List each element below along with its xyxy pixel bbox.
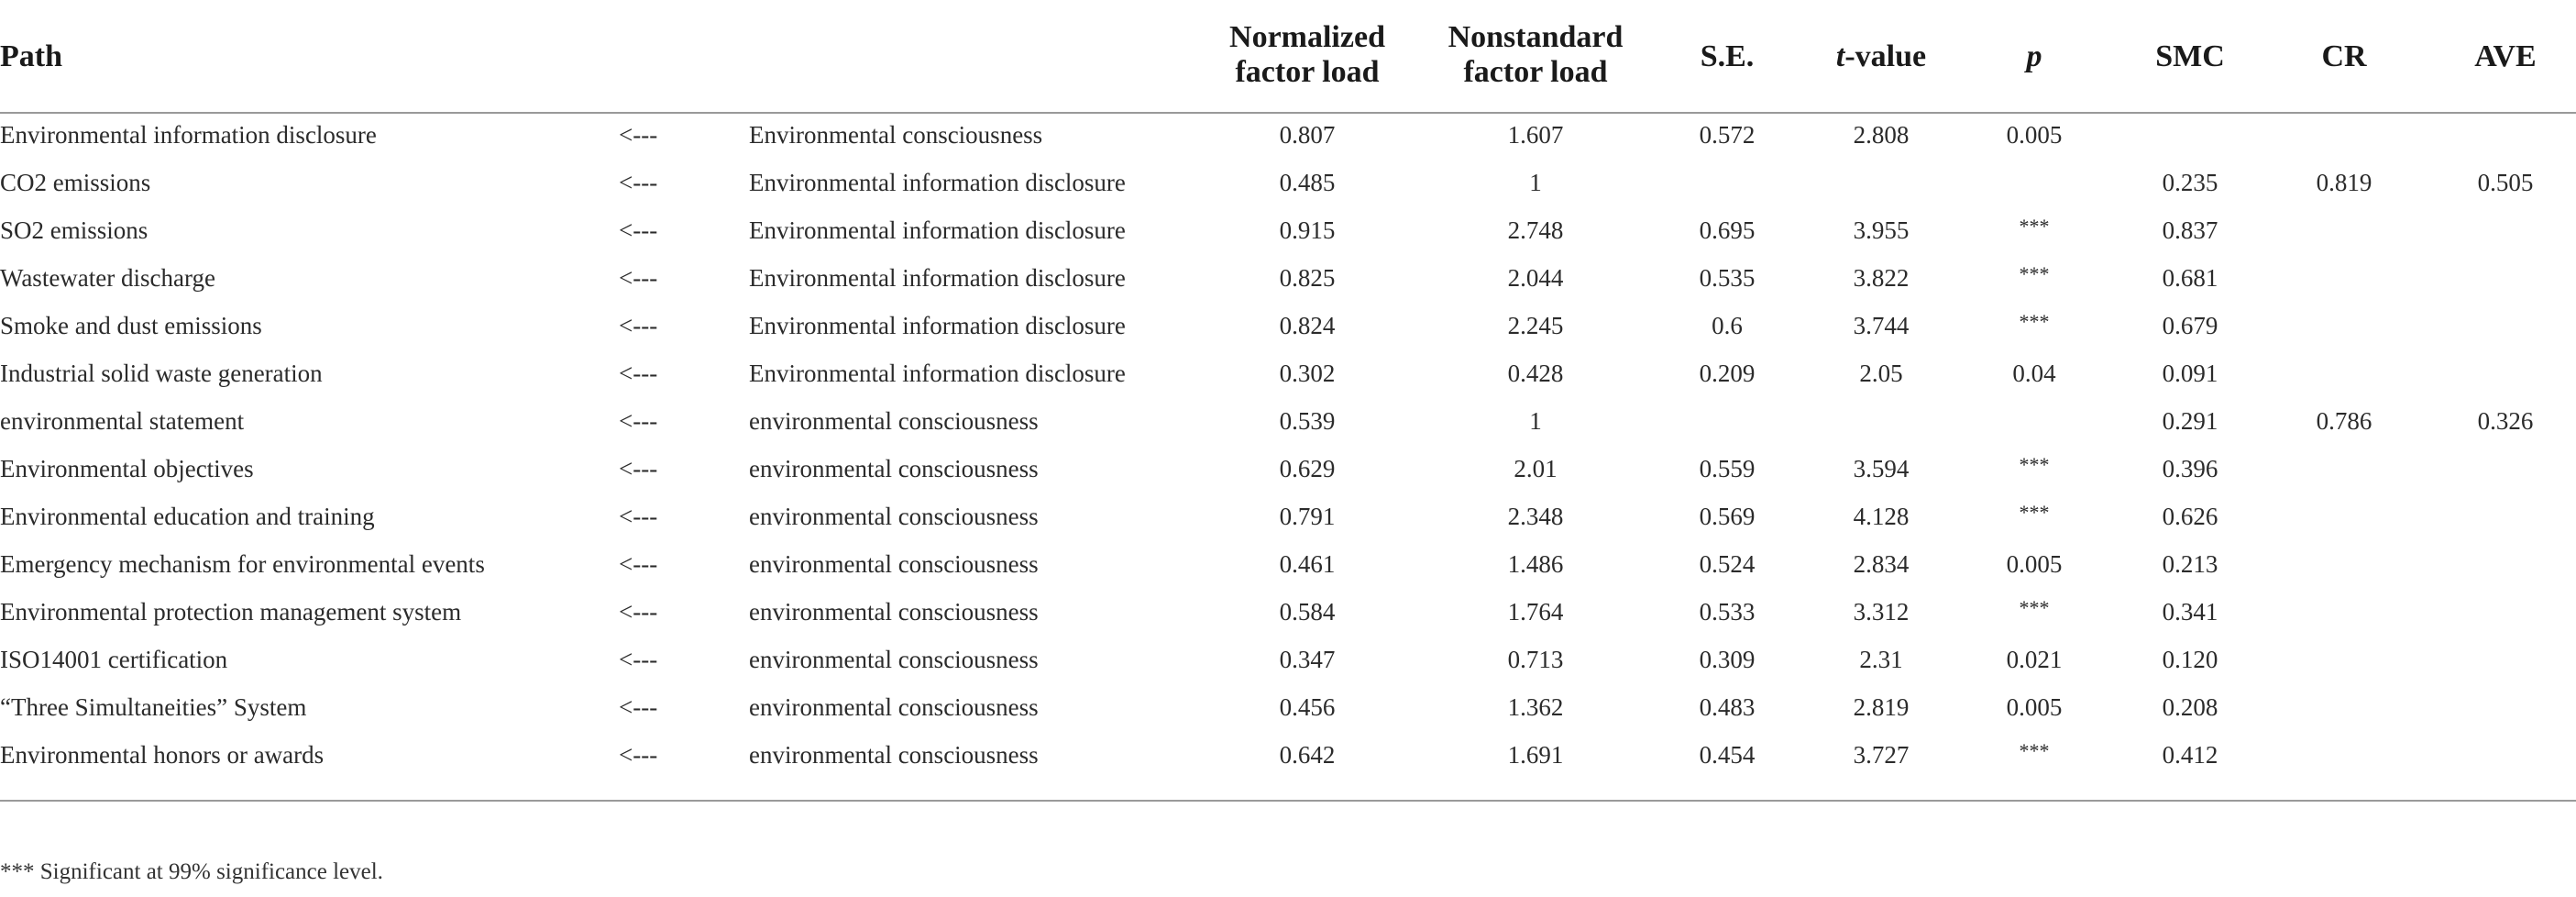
cell-arrow: <--- [619,407,658,435]
cell-p: *** [2019,262,2050,285]
cell-se: 0.6 [1712,312,1743,339]
cell-from: CO2 emissions [0,169,151,196]
cell-p: *** [2019,215,2050,238]
header-path: Path [0,39,62,73]
bottom-rule [0,800,2576,802]
cell-t-value: 3.312 [1853,598,1910,626]
cell-from: ISO14001 certification [0,646,228,673]
cell-se: 0.309 [1699,646,1756,673]
cell-se: 0.209 [1699,360,1756,387]
cell-nonstandard: 1.607 [1507,121,1564,149]
cell-to: Environmental information disclosure [749,312,1126,339]
table-row [0,503,2576,550]
cell-t-value: 4.128 [1853,503,1910,530]
cell-from: Emergency mechanism for environmental events [0,550,485,578]
cell-to: environmental consciousness [749,503,1039,530]
cell-to: Environmental information disclosure [749,360,1126,387]
cell-normalized: 0.456 [1279,693,1336,721]
cell-t-value: 3.744 [1853,312,1910,339]
cell-to: Environmental information disclosure [749,216,1126,244]
header-ave: AVE [2474,39,2537,73]
cell-smc: 0.626 [2162,503,2218,530]
cell-se: 0.695 [1699,216,1756,244]
cell-p: *** [2019,501,2050,524]
cell-smc: 0.120 [2162,646,2218,673]
cell-from: Environmental information disclosure [0,121,377,149]
cell-normalized: 0.461 [1279,550,1336,578]
cell-p: *** [2019,739,2050,762]
table-row [0,741,2576,789]
cell-arrow: <--- [619,360,658,387]
cell-cr: 0.819 [2316,169,2372,196]
cell-from: Environmental education and training [0,503,375,530]
cell-arrow: <--- [619,264,658,292]
cell-t-value: 3.955 [1853,216,1910,244]
cell-nonstandard: 1 [1529,407,1542,435]
table-row [0,121,2576,169]
cell-smc: 0.341 [2162,598,2218,626]
cell-smc: 0.837 [2162,216,2218,244]
cell-from: Environmental objectives [0,455,254,482]
cell-t-value: 2.808 [1853,121,1910,149]
cell-smc: 0.091 [2162,360,2218,387]
cell-p: 0.005 [2006,121,2063,149]
cell-normalized: 0.825 [1279,264,1336,292]
cell-nonstandard: 1.691 [1507,741,1564,769]
cell-se: 0.533 [1699,598,1756,626]
cell-smc: 0.291 [2162,407,2218,435]
cell-to: environmental consciousness [749,407,1039,435]
cell-arrow: <--- [619,169,658,196]
table-row [0,312,2576,360]
cell-to: Environmental information disclosure [749,264,1126,292]
cell-normalized: 0.539 [1279,407,1336,435]
header-se: S.E. [1700,39,1755,73]
cell-p: *** [2019,310,2050,333]
cell-p: 0.005 [2006,550,2063,578]
cell-t-value: 2.834 [1853,550,1910,578]
cell-smc: 0.213 [2162,550,2218,578]
footnote: *** Significant at 99% significance level. [0,859,383,884]
cell-t-value: 2.31 [1859,646,1903,673]
cell-arrow: <--- [619,216,658,244]
cell-normalized: 0.485 [1279,169,1336,196]
table-row [0,598,2576,646]
cell-arrow: <--- [619,121,658,149]
cell-from: SO2 emissions [0,216,149,244]
cell-to: environmental consciousness [749,598,1039,626]
cell-nonstandard: 0.713 [1507,646,1564,673]
table-row [0,646,2576,693]
cell-arrow: <--- [619,455,658,482]
cell-from: “Three Simultaneities” System [0,693,307,721]
table-row [0,216,2576,264]
cell-normalized: 0.302 [1279,360,1336,387]
table-row [0,169,2576,216]
cell-to: environmental consciousness [749,646,1039,673]
cell-arrow: <--- [619,550,658,578]
header-nonstandard-factor-load: Nonstandard factor load [1448,20,1624,89]
cell-nonstandard: 1.486 [1507,550,1564,578]
cell-from: Environmental protection management system [0,598,462,626]
cell-smc: 0.396 [2162,455,2218,482]
cell-se: 0.524 [1699,550,1756,578]
cell-nonstandard: 2.044 [1507,264,1564,292]
cell-p: 0.005 [2006,693,2063,721]
cell-normalized: 0.807 [1279,121,1336,149]
cell-t-value: 3.727 [1853,741,1910,769]
cell-ave: 0.326 [2477,407,2534,435]
cell-p: 0.04 [2012,360,2056,387]
header-normalized-factor-load: Normalized factor load [1229,20,1385,89]
cell-p: *** [2019,596,2050,619]
cell-smc: 0.412 [2162,741,2218,769]
table-row [0,360,2576,407]
cell-to: Environmental information disclosure [749,169,1126,196]
cell-ave: 0.505 [2477,169,2534,196]
cell-from: environmental statement [0,407,245,435]
cell-to: Environmental consciousness [749,121,1043,149]
table-row [0,407,2576,455]
cell-to: environmental consciousness [749,741,1039,769]
header-smc: SMC [2155,39,2225,73]
cell-arrow: <--- [619,598,658,626]
cell-se: 0.454 [1699,741,1756,769]
cell-p: 0.021 [2006,646,2063,673]
header-rule [0,112,2576,114]
cell-smc: 0.208 [2162,693,2218,721]
cell-nonstandard: 1.764 [1507,598,1564,626]
cell-nonstandard: 0.428 [1507,360,1564,387]
cell-nonstandard: 1.362 [1507,693,1564,721]
header-cr: CR [2321,39,2367,73]
cell-p: *** [2019,453,2050,476]
cell-nonstandard: 1 [1529,169,1542,196]
cell-nonstandard: 2.748 [1507,216,1564,244]
cell-arrow: <--- [619,741,658,769]
cell-arrow: <--- [619,693,658,721]
cell-nonstandard: 2.01 [1514,455,1558,482]
cell-from: Environmental honors or awards [0,741,325,769]
cell-se: 0.572 [1699,121,1756,149]
cell-nonstandard: 2.245 [1507,312,1564,339]
cell-se: 0.569 [1699,503,1756,530]
cell-normalized: 0.791 [1279,503,1336,530]
cell-normalized: 0.347 [1279,646,1336,673]
cell-t-value: 2.05 [1859,360,1903,387]
cell-nonstandard: 2.348 [1507,503,1564,530]
cell-smc: 0.679 [2162,312,2218,339]
cell-to: environmental consciousness [749,550,1039,578]
cell-smc: 0.681 [2162,264,2218,292]
cell-smc: 0.235 [2162,169,2218,196]
cell-t-value: 3.822 [1853,264,1910,292]
cell-arrow: <--- [619,503,658,530]
cell-arrow: <--- [619,312,658,339]
cell-normalized: 0.642 [1279,741,1336,769]
header-t-value: t-value [1835,39,1927,73]
cell-to: environmental consciousness [749,693,1039,721]
cell-se: 0.535 [1699,264,1756,292]
cell-se: 0.559 [1699,455,1756,482]
table-row [0,693,2576,741]
cell-arrow: <--- [619,646,658,673]
cell-se: 0.483 [1699,693,1756,721]
cell-normalized: 0.915 [1279,216,1336,244]
cell-normalized: 0.584 [1279,598,1336,626]
cell-normalized: 0.629 [1279,455,1336,482]
cell-t-value: 3.594 [1853,455,1910,482]
table-row [0,264,2576,312]
cell-cr: 0.786 [2316,407,2372,435]
cell-from: Industrial solid waste generation [0,360,323,387]
header-p: p [2026,39,2042,73]
cell-to: environmental consciousness [749,455,1039,482]
cell-from: Smoke and dust emissions [0,312,262,339]
table-row [0,550,2576,598]
cell-t-value: 2.819 [1853,693,1910,721]
cell-normalized: 0.824 [1279,312,1336,339]
table-row [0,455,2576,503]
cell-from: Wastewater discharge [0,264,215,292]
